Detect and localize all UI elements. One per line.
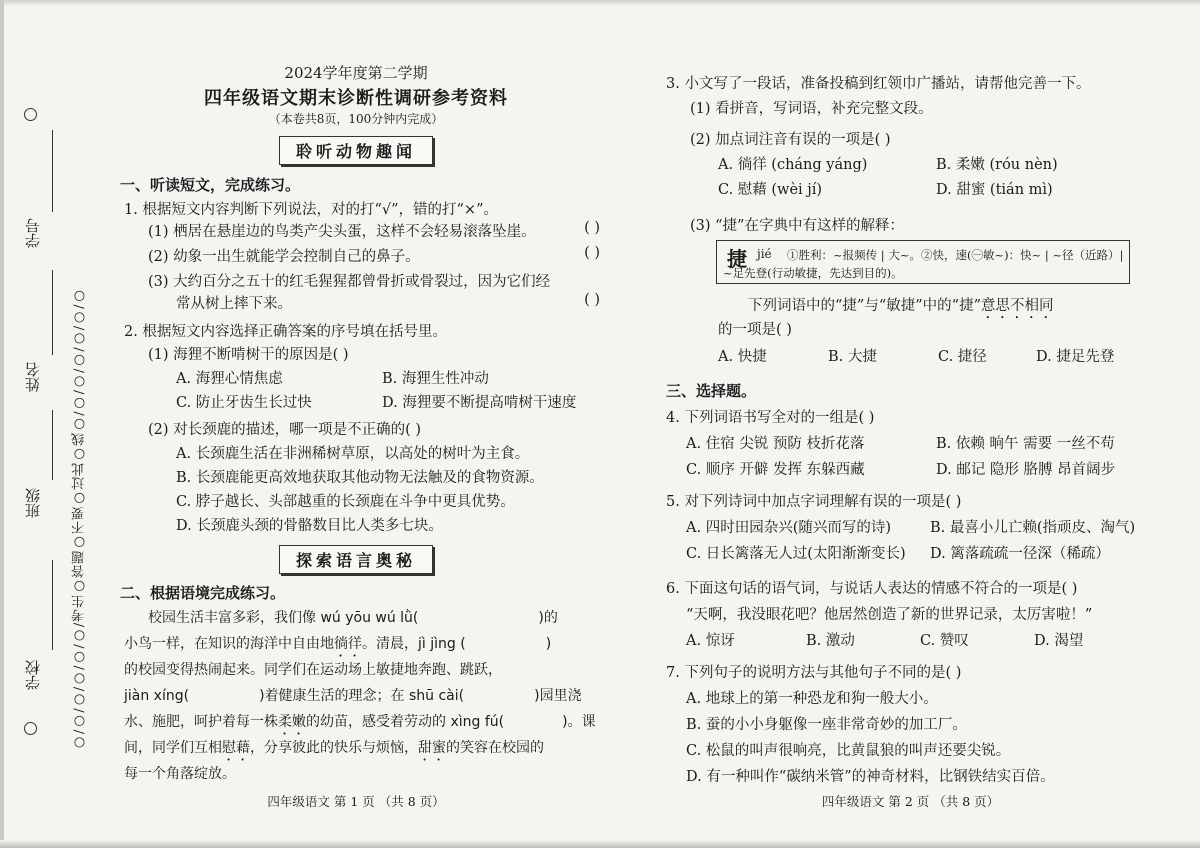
option-c[interactable]: C. 捷径 <box>938 349 987 365</box>
question-4: 4. 下列词语书写全对的一组是( ) <box>666 410 875 426</box>
section-heading-1: 一、听读短文，完成练习。 <box>120 176 301 194</box>
question-6-sentence: “天啊，我没眼花吧？他居然创造了新的世界记录，太厉害啦！” <box>686 607 1093 623</box>
page-1 <box>112 0 600 848</box>
option-a[interactable]: A. 地球上的第一种恐龙和狗一般大小。 <box>686 691 938 707</box>
dotted-word: 意思不相同 <box>980 298 1054 314</box>
question-3-3: (3) “捷”在字典中有这样的解释： <box>690 218 904 234</box>
school-label: 学校 <box>24 660 42 690</box>
option-a[interactable]: A. 快捷 <box>718 349 767 365</box>
question-1-item-3: (3) 大约百分之五十的红毛猩猩都曾骨折或骨裂过，因为它们经 <box>148 274 551 290</box>
question-1-item-1 <box>148 220 600 241</box>
option-d[interactable]: D. 邮记 隐形 胳膊 昂首阔步 <box>936 462 1116 478</box>
option-d[interactable]: D. 甜蜜 (tián mì) <box>936 182 1053 198</box>
passage-text: 间，同学们互相 <box>124 740 222 756</box>
option-a[interactable]: A. 徜徉 (cháng yáng) <box>718 157 868 173</box>
option-b[interactable]: B. 长颈鹿能更高效地获取其他动物无法触及的食物资源。 <box>176 470 544 486</box>
number-label: 学号 <box>24 218 42 248</box>
question-3-1: (1) 看拼音，写词语，补充完整文段。 <box>690 101 933 117</box>
option-c[interactable]: C. 松鼠的叫声很响亮，比黄鼠狼的叫声还要尖锐。 <box>686 743 1011 759</box>
option-a[interactable]: A. 长颈鹿生活在非洲稀树草原，以高处的树叶为主食。 <box>176 446 530 462</box>
section-box-listening: 聆听动物趣闻 <box>279 136 433 165</box>
answer-bracket[interactable]: ( ) <box>584 220 600 236</box>
class-label: 班级 <box>24 488 42 518</box>
question-3-3-prompt <box>748 294 1053 322</box>
item-text: 常从树上摔下来。 <box>176 296 292 312</box>
option-a[interactable]: A. 四时田园杂兴(随兴而写的诗) <box>686 520 892 536</box>
question-1: 1. 根据短文内容判断下列说法，对的打“√”，错的打“×”。 <box>124 202 498 218</box>
option-d[interactable]: D. 有一种叫作“碳纳米管”的神奇材料，比钢铁结实百倍。 <box>686 769 1055 785</box>
passage-text: 校园生活丰富多彩，我们像 wú yōu wú lǜ( <box>148 610 419 626</box>
binding-cut-line: ○/○/○/○/○/○/考生○答题○不要○过此○线○/○/○/○/○/○/○ <box>72 287 87 750</box>
question-1-item-3-cont <box>176 292 600 313</box>
section-box-language: 探索语言奥秘 <box>279 545 433 574</box>
question-3: 3. 小文写了一段话，准备投稿到红领巾广播站，请帮他完善一下。 <box>666 76 1091 92</box>
name-blank[interactable] <box>52 270 53 355</box>
passage-text: 水、施肥，呵护着每一株 <box>124 714 278 730</box>
passage-text: ) <box>545 636 552 652</box>
question-7: 7. 下列句子的说明方法与其他句子不同的是( ) <box>666 665 962 681</box>
option-c[interactable]: C. 慰藉 (wèi jí) <box>718 182 823 198</box>
dictionary-entry <box>716 240 1130 284</box>
question-2-2: (2) 对长颈鹿的描述，哪一项是不正确的( ) <box>148 422 422 438</box>
option-d[interactable]: D. 捷足先登 <box>1036 349 1115 365</box>
exam-term: 2024学年度第二学期 <box>284 64 428 82</box>
option-a[interactable]: A. 惊讶 <box>686 633 735 649</box>
question-6: 6. 下面这句话的语气词，与说话人表达的情感不符合的一项是( ) <box>666 581 1078 597</box>
passage-text: )。课 <box>562 714 596 730</box>
item-text: (1) 栖居在悬崖边的鸟类产尖头蛋，这样不会轻易滚落坠崖。 <box>148 224 536 240</box>
exam-title: 四年级语文期末诊断性调研参考资料 <box>204 88 508 109</box>
option-b[interactable]: B. 最喜小儿亡赖(指顽皮、淘气) <box>930 520 1136 536</box>
question-2: 2. 根据短文内容选择正确答案的序号填在括号里。 <box>124 324 447 340</box>
section-heading-2: 二、根据语境完成练习。 <box>120 584 286 602</box>
class-blank[interactable] <box>52 410 53 480</box>
section-heading-3: 三、选择题。 <box>666 382 757 400</box>
option-b[interactable]: B. 蚕的小小身躯像一座非常奇妙的加工厂。 <box>686 717 967 733</box>
passage-text: )的 <box>538 610 558 626</box>
passage-line-5 <box>124 711 596 738</box>
dict-character: 捷 <box>727 247 747 271</box>
passage-text: 的幼苗，感受着劳动的 xìng fú( <box>306 714 505 730</box>
option-d[interactable]: D. 海狸要不断提高啃树干速度 <box>382 395 577 411</box>
passage-text: 。清晨，jì jìng ( <box>362 636 466 652</box>
answer-bracket[interactable]: ( ) <box>584 292 600 308</box>
dict-pinyin: jié <box>757 247 772 261</box>
option-c[interactable]: C. 赞叹 <box>920 633 969 649</box>
option-c[interactable]: C. 日长篱落无人过(太阳渐渐变长) <box>686 546 906 562</box>
dict-line-2: ~足先登(行动敏捷，先达到目的)。 <box>723 266 903 280</box>
dict-line-1: ①胜利：~报频传 | 大~。②快，速(㊀敏~)：快~ | ~径（近路）| <box>787 248 1124 262</box>
page-footer: 四年级语文 第 1 页 （共 8 页） <box>267 794 445 809</box>
binding-strip <box>8 90 88 750</box>
passage-line-1 <box>148 607 600 627</box>
exam-note: （本卷共8页，100分钟内完成） <box>268 112 444 126</box>
option-b[interactable]: B. 大捷 <box>828 349 877 365</box>
option-d[interactable]: D. 渴望 <box>1034 633 1084 649</box>
school-blank[interactable] <box>52 560 53 650</box>
option-b[interactable]: B. 海狸生性冲动 <box>382 371 489 387</box>
binding-hole-icon <box>24 722 37 735</box>
name-label: 姓名 <box>24 362 42 392</box>
dotted-word: 柔嫩 <box>278 714 306 730</box>
question-3-2: (2) 加点词注音有误的一项是( ) <box>690 132 891 148</box>
passage-line-4 <box>124 685 582 705</box>
binding-hole-icon <box>24 108 37 121</box>
scan-edge-left <box>0 0 4 848</box>
passage-line-2 <box>124 633 551 660</box>
question-3-3-prompt-cont: 的一项是( ) <box>718 322 792 338</box>
option-d[interactable]: D. 篱落疏疏一径深（稀疏） <box>930 546 1110 562</box>
dotted-word: 甜蜜 <box>418 740 446 756</box>
passage-text: )着健康生活的理念；在 shū cài( <box>259 688 465 704</box>
option-d[interactable]: D. 长颈鹿头颈的骨骼数目比人类多七块。 <box>176 518 443 534</box>
option-c[interactable]: C. 防止牙齿生长过快 <box>176 395 312 411</box>
question-1-item-2 <box>148 245 600 266</box>
item-text: (2) 幼象一出生就能学会控制自己的鼻子。 <box>148 249 420 265</box>
option-a[interactable]: A. 海狸心情焦虑 <box>176 371 283 387</box>
page-footer: 四年级语文 第 2 页 （共 8 页） <box>821 794 1000 809</box>
dotted-word: 慰藉 <box>222 740 250 756</box>
passage-line-6 <box>124 737 544 764</box>
passage-text: 的笑容在校园的 <box>446 740 544 756</box>
question-5: 5. 对下列诗词中加点字词理解有误的一项是( ) <box>666 494 962 510</box>
question-2-1: (1) 海狸不断啃树干的原因是( ) <box>148 347 349 363</box>
passage-text: )园里浇 <box>534 688 582 704</box>
option-b[interactable]: B. 依赖 晌午 需要 一丝不苟 <box>936 436 1115 452</box>
passage-text: ，分享彼此的快乐与烦恼， <box>250 740 418 756</box>
dotted-word: 徜徉 <box>334 636 362 652</box>
passage-text: jiàn xíng( <box>124 688 190 704</box>
passage-line-7: 每一个角落绽放。 <box>124 766 236 782</box>
page-2 <box>658 0 1163 848</box>
option-c[interactable]: C. 顺序 开僻 发挥 东躲西藏 <box>686 462 865 478</box>
option-c[interactable]: C. 脖子越长、头部越重的长颈鹿在斗争中更具优势。 <box>176 494 515 510</box>
answer-bracket[interactable]: ( ) <box>584 245 600 261</box>
option-a[interactable]: A. 住宿 尖锐 预防 枝折花落 <box>686 436 865 452</box>
prompt-text: 下列词语中的“捷”与“敏捷”中的“捷” <box>748 298 981 314</box>
option-b[interactable]: B. 激动 <box>806 633 855 649</box>
passage-text: 小鸟一样，在知识的海洋中自由地 <box>124 636 334 652</box>
passage-line-3: 的校园变得热闹起来。同学们在运动场上敏捷地奔跑、跳跃， <box>124 662 502 678</box>
option-b[interactable]: B. 柔嫩 (róu nèn) <box>936 157 1058 173</box>
number-blank[interactable] <box>52 130 53 212</box>
